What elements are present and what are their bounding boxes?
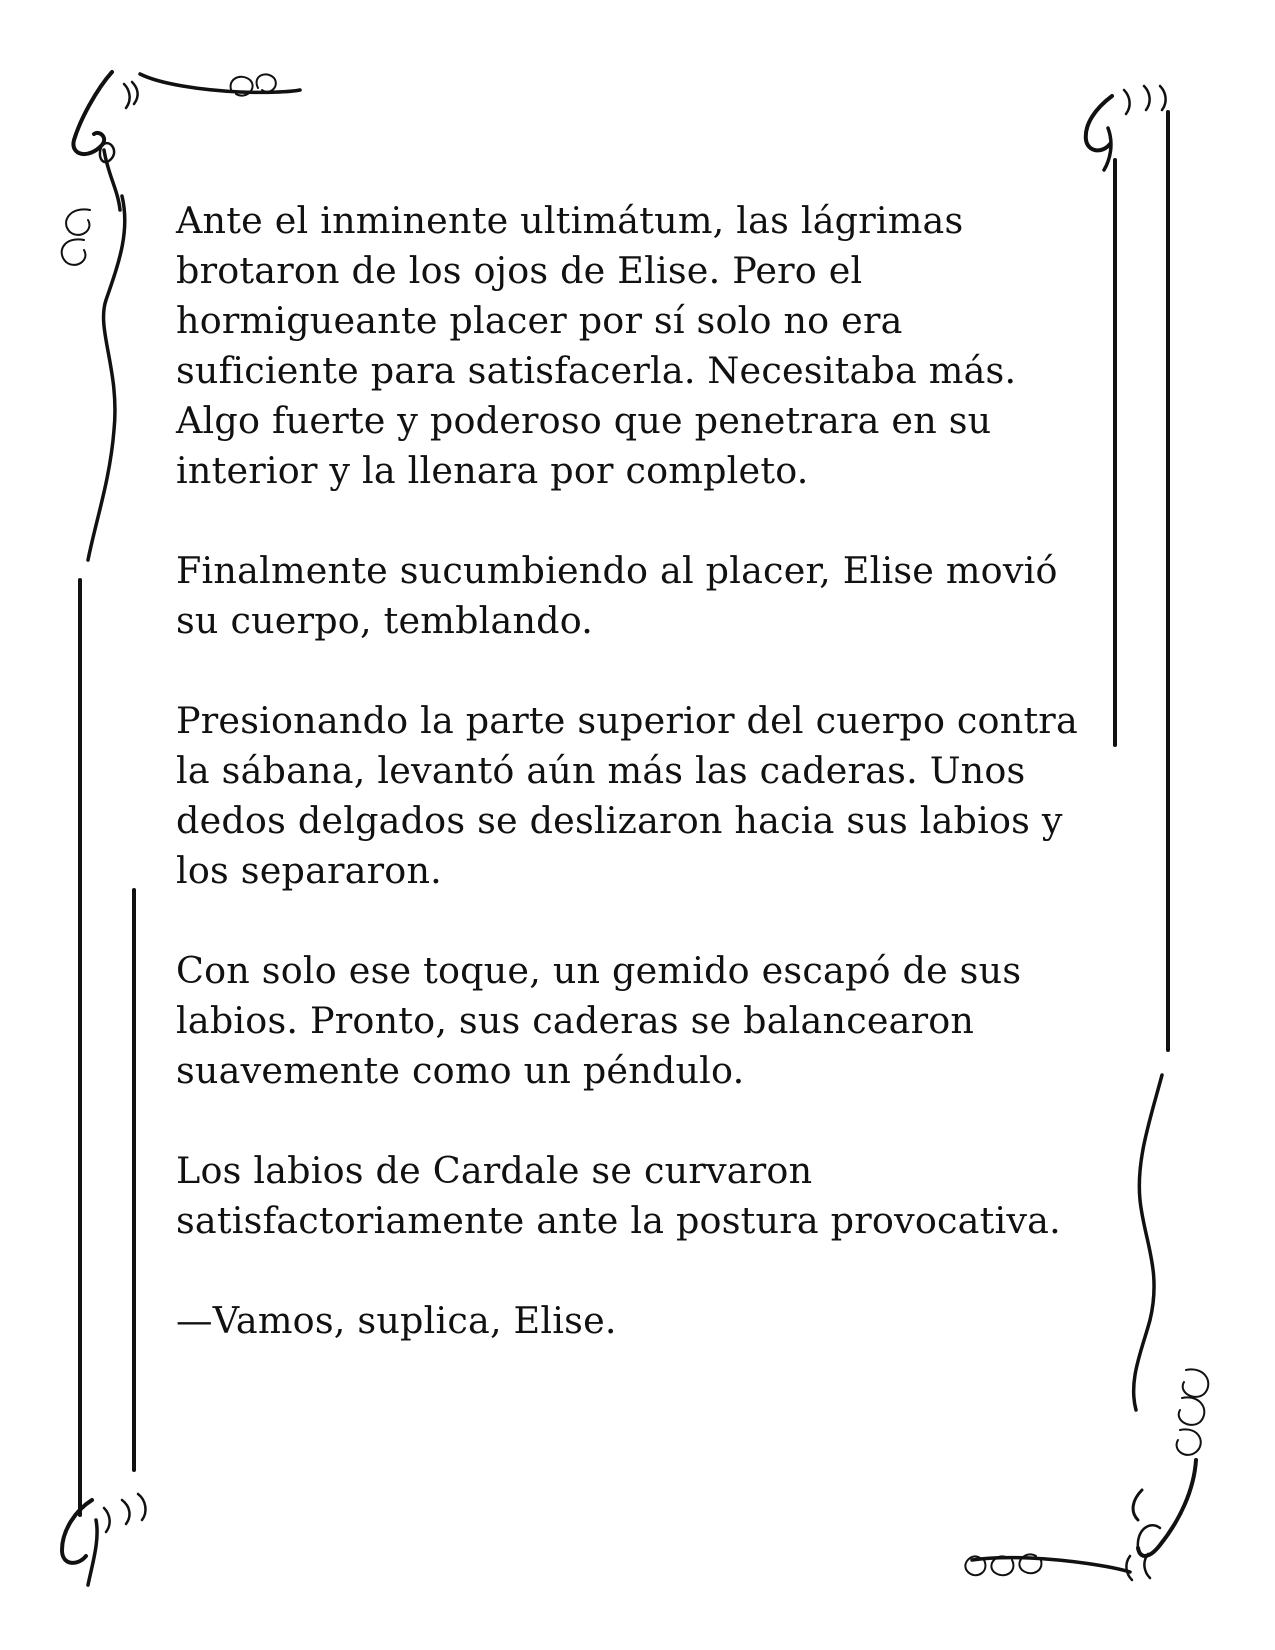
paragraph-3 (176, 696, 1106, 896)
text-line: satisfactoriamente ante la postura provocativa. (176, 1199, 1061, 1242)
text-line: Ante el inminente ultimátum, las lágrimas (176, 199, 964, 242)
text-line: Finalmente sucumbiendo al placer, Elise movió (176, 549, 1058, 592)
text-line: brotaron de los ojos de Elise. Pero el (176, 249, 863, 292)
text-line: su cuerpo, temblando. (176, 599, 594, 642)
top-right-flourish-icon (1086, 86, 1166, 170)
text-line: suficiente para satisfacerla. Necesitaba más. (176, 349, 1017, 392)
text-line: la sábana, levantó aún más las caderas. Unos (176, 749, 1026, 792)
story-text (176, 196, 1106, 1396)
text-line: labios. Pronto, sus caderas se balancearon (176, 999, 975, 1042)
text-line: Con solo ese toque, un gemido escapó de sus (176, 949, 1022, 992)
paragraph-1 (176, 196, 1106, 496)
text-line: hormigueante placer por sí solo no era (176, 299, 903, 342)
text-line: los separaron. (176, 849, 442, 892)
paragraph-5 (176, 1146, 1106, 1246)
text-line: Presionando la parte superior del cuerpo contra (176, 699, 1078, 742)
text-line: Los labios de Cardale se curvaron (176, 1149, 813, 1192)
bottom-left-flourish-icon (62, 1494, 145, 1585)
paragraph-2 (176, 546, 1106, 646)
text-line: suavemente como un péndulo. (176, 1049, 745, 1092)
paragraph-6 (176, 1296, 1106, 1346)
text-line: dedos delgados se deslizaron hacia sus labios y (176, 799, 1063, 842)
text-line: Algo fuerte y poderoso que penetrara en su (176, 399, 992, 442)
text-line: interior y la llenara por completo. (176, 449, 809, 492)
text-line: —Vamos, suplica, Elise. (176, 1299, 617, 1342)
paragraph-4 (176, 946, 1106, 1096)
